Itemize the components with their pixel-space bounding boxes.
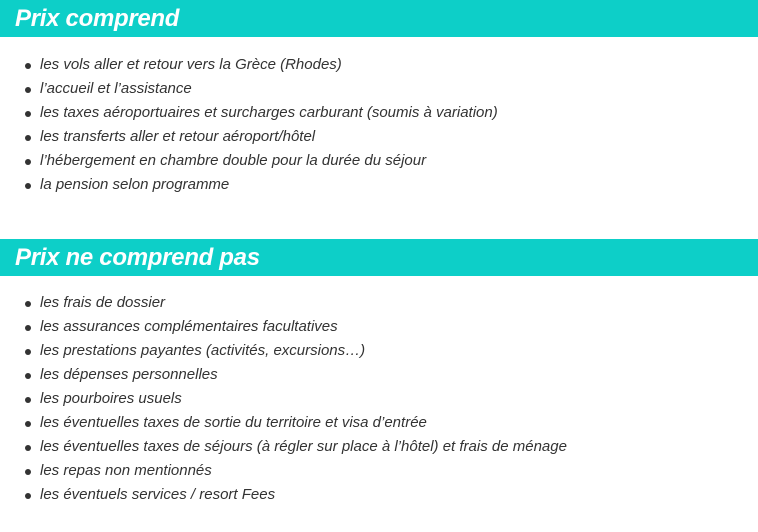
list-item (0, 339, 758, 363)
list-item (0, 411, 758, 435)
bullet-icon (25, 469, 31, 475)
bullet-icon (25, 135, 31, 141)
list-item-text: les prestations payantes (activités, excursions…) (40, 342, 366, 359)
list-item (0, 53, 758, 77)
price-includes-section (0, 0, 758, 197)
bullet-icon (25, 397, 31, 403)
list-item (0, 387, 758, 411)
price-excludes-title: Prix ne comprend pas (15, 244, 260, 271)
list-item (0, 291, 758, 315)
bullet-icon (25, 183, 31, 189)
list-item-text: la pension selon programme (40, 176, 230, 193)
list-item-text: les assurances complémentaires facultatives (40, 318, 338, 335)
list-item-text: l’hébergement en chambre double pour la durée du séjour (40, 152, 427, 169)
bullet-icon (25, 87, 31, 93)
list-item-text: les taxes aéroportuaires et surcharges carburant (soumis à variation) (40, 104, 498, 121)
price-excludes-section (0, 239, 758, 507)
list-item (0, 149, 758, 173)
list-item (0, 459, 758, 483)
list-item-text: les vols aller et retour vers la Grèce (Rhodes) (40, 56, 342, 73)
list-item (0, 101, 758, 125)
price-includes-list (0, 53, 758, 197)
list-item-text: les éventuelles taxes de sortie du territoire et visa d’entrée (40, 414, 427, 431)
price-excludes-header (0, 239, 758, 276)
list-item (0, 363, 758, 387)
list-item-text: l’accueil et l’assistance (40, 80, 192, 97)
bullet-icon (25, 63, 31, 69)
list-item-text: les repas non mentionnés (40, 462, 212, 479)
list-item-text: les dépenses personnelles (40, 366, 218, 383)
list-item-text: les transferts aller et retour aéroport/hôtel (40, 128, 316, 145)
list-item-text: les éventuelles taxes de séjours (à régler sur place à l’hôtel) et frais de ménage (40, 438, 567, 455)
list-item (0, 173, 758, 197)
bullet-icon (25, 445, 31, 451)
list-item-text: les frais de dossier (40, 294, 166, 311)
bullet-icon (25, 325, 31, 331)
list-item (0, 315, 758, 339)
price-excludes-list (0, 291, 758, 507)
price-includes-header (0, 0, 758, 37)
list-item (0, 435, 758, 459)
list-item-text: les pourboires usuels (40, 390, 182, 407)
bullet-icon (25, 349, 31, 355)
list-item (0, 125, 758, 149)
bullet-icon (25, 301, 31, 307)
bullet-icon (25, 159, 31, 165)
list-item-text: les éventuels services / resort Fees (40, 486, 276, 503)
bullet-icon (25, 493, 31, 499)
bullet-icon (25, 111, 31, 117)
bullet-icon (25, 373, 31, 379)
list-item (0, 77, 758, 101)
list-item (0, 483, 758, 507)
price-includes-title: Prix comprend (15, 5, 180, 32)
bullet-icon (25, 421, 31, 427)
